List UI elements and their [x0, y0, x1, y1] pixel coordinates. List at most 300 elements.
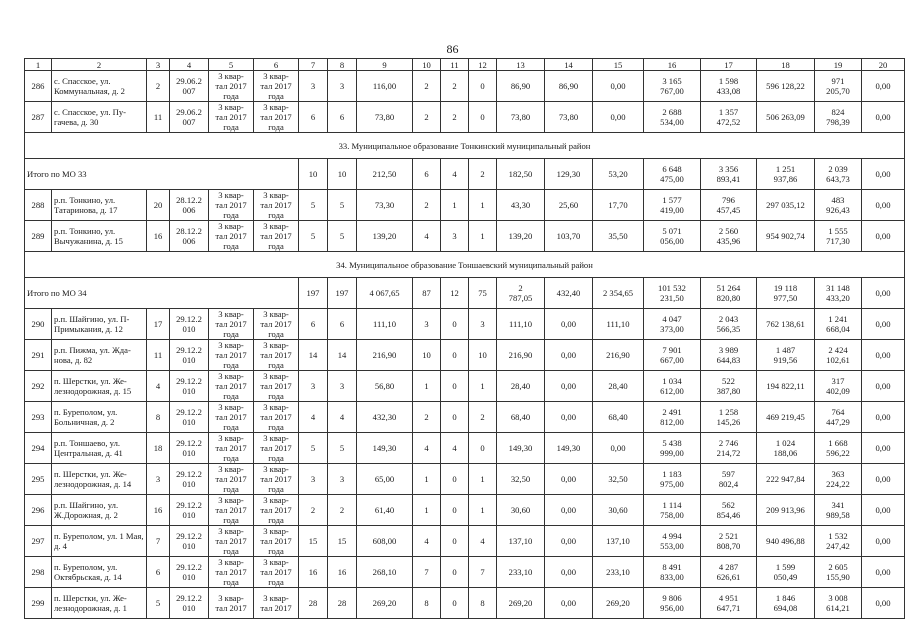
table-cell: 2 491 812,00 [644, 402, 701, 433]
table-cell: 28 [328, 588, 357, 619]
table-cell: 940 496,88 [757, 526, 815, 557]
table-cell: 7 [469, 557, 497, 588]
table-cell: 29.06.2 007 [170, 102, 209, 133]
table-cell: 2 560 435,96 [701, 221, 757, 252]
row-number-cell: 289 [25, 221, 52, 252]
table-cell: 1 251 937,86 [757, 159, 815, 190]
table-cell: 954 902,74 [757, 221, 815, 252]
table-cell: 10 [299, 159, 328, 190]
table-cell: 29.12.2 010 [170, 495, 209, 526]
table-cell: 3 165 767,00 [644, 71, 701, 102]
table-cell: 1 024 188,06 [757, 433, 815, 464]
table-cell: 0 [441, 340, 469, 371]
table-cell: 1 034 612,00 [644, 371, 701, 402]
column-number-cell: 4 [170, 59, 209, 71]
table-cell: 268,10 [357, 557, 413, 588]
table-row [25, 526, 905, 557]
table-cell: 0 [469, 71, 497, 102]
table-cell: 0,00 [862, 588, 905, 619]
column-number-cell: 2 [52, 59, 147, 71]
table-cell: 4 067,65 [357, 278, 413, 309]
table-cell: 3 квар- тал 2017 года [209, 495, 254, 526]
row-number-cell: 298 [25, 557, 52, 588]
table-row [25, 557, 905, 588]
table-cell: 824 798,39 [815, 102, 862, 133]
column-number-cell: 6 [254, 59, 299, 71]
table-cell: 1 [469, 221, 497, 252]
row-number-cell: 292 [25, 371, 52, 402]
table-cell: 20 [147, 190, 170, 221]
table-cell: 3 квар- тал 2017 года [209, 526, 254, 557]
row-number-cell: 294 [25, 433, 52, 464]
table-cell: 3 квар- тал 2017 года [254, 190, 299, 221]
table-cell: 28,40 [593, 371, 644, 402]
table-cell: 197 [328, 278, 357, 309]
table-cell: 0 [441, 526, 469, 557]
table-cell: 3 квар- тал 2017 года [209, 433, 254, 464]
subtotal-row [25, 278, 905, 309]
table-cell: 597 802,4 [701, 464, 757, 495]
table-cell: 596 128,22 [757, 71, 815, 102]
row-number-cell: 293 [25, 402, 52, 433]
table-cell: 3 квар- тал 2017 года [254, 557, 299, 588]
table-cell: 469 219,45 [757, 402, 815, 433]
table-cell: 506 263,09 [757, 102, 815, 133]
table-cell: 182,50 [497, 159, 545, 190]
table-cell: 1 [469, 190, 497, 221]
table-cell: 3 квар- тал 2017 года [254, 71, 299, 102]
table-cell: 0 [469, 102, 497, 133]
table-cell: 29.06.2 007 [170, 71, 209, 102]
table-cell: 137,10 [593, 526, 644, 557]
table-cell: 1 532 247,42 [815, 526, 862, 557]
table-cell: 5 [299, 433, 328, 464]
table-cell: 137,10 [497, 526, 545, 557]
table-cell: 4 [413, 221, 441, 252]
table-cell: 1 577 419,00 [644, 190, 701, 221]
table-cell: 16 [299, 557, 328, 588]
table-cell: 3 квар- тал 2017 года [254, 495, 299, 526]
table-cell: 6 648 475,00 [644, 159, 701, 190]
table-cell: 233,10 [593, 557, 644, 588]
table-cell: 216,90 [593, 340, 644, 371]
table-cell: 5 [328, 433, 357, 464]
table-cell: 116,00 [357, 71, 413, 102]
table-cell: 9 806 956,00 [644, 588, 701, 619]
table-cell: 0 [441, 557, 469, 588]
table-cell: 2 521 808,70 [701, 526, 757, 557]
table-cell: 4 951 647,71 [701, 588, 757, 619]
column-number-cell: 7 [299, 59, 328, 71]
table-cell: 0 [441, 371, 469, 402]
table-cell: 32,50 [593, 464, 644, 495]
table-cell: 2 [441, 102, 469, 133]
table-cell: 1 [413, 371, 441, 402]
table-cell: 222 947,84 [757, 464, 815, 495]
table-cell: 10 [413, 340, 441, 371]
table-row [25, 402, 905, 433]
table-cell: 1 114 758,00 [644, 495, 701, 526]
table-cell: 51 264 820,80 [701, 278, 757, 309]
address-cell: п. Шерстки, ул. Же- лезнодорожная, д. 15 [52, 371, 147, 402]
table-cell: 68,40 [593, 402, 644, 433]
address-cell: р.п. Шайгино, ул. Ж.Дорожная, д. 2 [52, 495, 147, 526]
table-cell: 15 [299, 526, 328, 557]
table-cell: 3 [413, 309, 441, 340]
table-cell: 0,00 [545, 402, 593, 433]
table-row [25, 495, 905, 526]
table-cell: 764 447,29 [815, 402, 862, 433]
table-cell: 0,00 [593, 71, 644, 102]
table-cell: 2 746 214,72 [701, 433, 757, 464]
table-cell: 483 926,43 [815, 190, 862, 221]
table-row [25, 309, 905, 340]
table-cell: 3 квар- тал 2017 [254, 588, 299, 619]
table-cell: 608,00 [357, 526, 413, 557]
table-cell: 2 [147, 71, 170, 102]
table-cell: 6 [328, 102, 357, 133]
table-cell: 297 035,12 [757, 190, 815, 221]
table-cell: 3 [299, 371, 328, 402]
table-row [25, 340, 905, 371]
table-cell: 3 квар- тал 2017 года [209, 464, 254, 495]
table-cell: 29.12.2 010 [170, 402, 209, 433]
table-cell: 216,90 [497, 340, 545, 371]
table-cell: 212,50 [357, 159, 413, 190]
table-cell: 5 [328, 190, 357, 221]
table-cell: 14 [328, 340, 357, 371]
table-cell: 2 [469, 402, 497, 433]
column-number-cell: 1 [25, 59, 52, 71]
table-cell: 0,00 [545, 340, 593, 371]
table-cell: 363 224,22 [815, 464, 862, 495]
table-cell: 3 квар- тал 2017 года [254, 526, 299, 557]
table-cell: 3 квар- тал 2017 года [254, 433, 299, 464]
table-cell: 29.12.2 010 [170, 371, 209, 402]
table-cell: 43,30 [497, 190, 545, 221]
table-cell: 3 квар- тал 2017 года [209, 102, 254, 133]
address-cell: р.п. Шайгино, ул. П- Примыкания, д. 12 [52, 309, 147, 340]
table-cell: 1 846 694,08 [757, 588, 815, 619]
table-cell: 432,30 [357, 402, 413, 433]
table-cell: 0 [441, 495, 469, 526]
table-cell: 73,30 [357, 190, 413, 221]
table-cell: 2 688 534,00 [644, 102, 701, 133]
table-cell: 0 [441, 464, 469, 495]
table-cell: 3 [328, 71, 357, 102]
row-number-cell: 296 [25, 495, 52, 526]
table-cell: 0,00 [545, 309, 593, 340]
table-cell: 3 квар- тал 2017 года [254, 464, 299, 495]
table-cell: 103,70 [545, 221, 593, 252]
subtotal-label: Итого по МО 34 [25, 278, 299, 309]
table-cell: 14 [299, 340, 328, 371]
table-cell: 3 [469, 309, 497, 340]
address-cell: р.п. Тонкино, ул. Вычужанина, д. 15 [52, 221, 147, 252]
address-cell: р.п. Пижма, ул. Жда- нова, д. 82 [52, 340, 147, 371]
table-row [25, 190, 905, 221]
table-cell: 8 [413, 588, 441, 619]
column-number-cell: 9 [357, 59, 413, 71]
table-cell: 796 457,45 [701, 190, 757, 221]
table-cell: 269,20 [593, 588, 644, 619]
subtotal-row [25, 159, 905, 190]
table-cell: 15 [328, 526, 357, 557]
row-number-cell: 297 [25, 526, 52, 557]
table-cell: 269,20 [497, 588, 545, 619]
table-cell: 3 квар- тал 2017 года [209, 71, 254, 102]
table-cell: 4 [147, 371, 170, 402]
table-cell: 0,00 [545, 464, 593, 495]
table-cell: 0,00 [862, 278, 905, 309]
table-cell: 4 [441, 159, 469, 190]
table-cell: 16 [147, 495, 170, 526]
table-row [25, 71, 905, 102]
table-cell: 101 532 231,50 [644, 278, 701, 309]
table-cell: 35,50 [593, 221, 644, 252]
table-cell: 3 квар- тал 2017 года [209, 371, 254, 402]
row-number-cell: 287 [25, 102, 52, 133]
table-cell: 3 квар- тал 2017 года [209, 190, 254, 221]
table-cell: 10 [328, 159, 357, 190]
table-cell: 29.12.2 010 [170, 526, 209, 557]
table-cell: 2 043 566,35 [701, 309, 757, 340]
table-cell: 16 [147, 221, 170, 252]
table-cell: 30,60 [593, 495, 644, 526]
table-cell: 1 [469, 464, 497, 495]
column-number-cell: 20 [862, 59, 905, 71]
table-cell: 2 039 643,73 [815, 159, 862, 190]
table-cell: 2 [413, 190, 441, 221]
column-number-cell: 15 [593, 59, 644, 71]
table-cell: 0,00 [862, 402, 905, 433]
table-cell: 2 354,65 [593, 278, 644, 309]
table-cell: 4 [441, 433, 469, 464]
table-cell: 2 [413, 402, 441, 433]
address-cell: п. Шерстки, ул. Же- лезнодорожная, д. 1 [52, 588, 147, 619]
column-number-cell: 17 [701, 59, 757, 71]
table-cell: 3 квар- тал 2017 года [209, 340, 254, 371]
table-row [25, 433, 905, 464]
table-row [25, 371, 905, 402]
table-cell: 3 квар- тал 2017 года [209, 557, 254, 588]
table-cell: 3 квар- тал 2017 года [209, 309, 254, 340]
table-row [25, 102, 905, 133]
table-cell: 1 487 919,56 [757, 340, 815, 371]
table-cell: 139,20 [357, 221, 413, 252]
table-cell: 0 [441, 588, 469, 619]
housing-program-table [24, 58, 905, 619]
table-cell: 29.12.2 010 [170, 340, 209, 371]
column-number-cell: 5 [209, 59, 254, 71]
table-cell: 3 [147, 464, 170, 495]
table-cell: 216,90 [357, 340, 413, 371]
table-cell: 3 квар- тал 2017 года [209, 402, 254, 433]
table-cell: 16 [328, 557, 357, 588]
table-cell: 53,20 [593, 159, 644, 190]
table-cell: 10 [469, 340, 497, 371]
table-cell: 86,90 [497, 71, 545, 102]
table-cell: 18 [147, 433, 170, 464]
address-cell: с. Спасское, ул. Пу- гачева, д. 30 [52, 102, 147, 133]
table-cell: 65,00 [357, 464, 413, 495]
table-cell: 1 [441, 190, 469, 221]
table-cell: 432,40 [545, 278, 593, 309]
table-cell: 0,00 [593, 433, 644, 464]
table-cell: 0,00 [862, 371, 905, 402]
table-cell: 0,00 [862, 190, 905, 221]
table-cell: 2 [441, 71, 469, 102]
table-cell: 971 205,70 [815, 71, 862, 102]
table-cell: 0 [469, 433, 497, 464]
table-cell: 4 [469, 526, 497, 557]
column-number-cell: 19 [815, 59, 862, 71]
table-cell: 233,10 [497, 557, 545, 588]
table-cell: 3 [328, 464, 357, 495]
table-cell: 139,20 [497, 221, 545, 252]
table-cell: 1 357 472,52 [701, 102, 757, 133]
table-row [25, 221, 905, 252]
column-number-cell: 14 [545, 59, 593, 71]
table-cell: 149,30 [357, 433, 413, 464]
page-number: 86 [446, 42, 459, 56]
table-cell: 149,30 [545, 433, 593, 464]
table-cell: 3 [328, 371, 357, 402]
table-cell: 0,00 [862, 495, 905, 526]
table-cell: 32,50 [497, 464, 545, 495]
table-cell: 19 118 977,50 [757, 278, 815, 309]
table-cell: 3 квар- тал 2017 года [254, 340, 299, 371]
table-cell: 2 605 155,90 [815, 557, 862, 588]
table-cell: 1 598 433,08 [701, 71, 757, 102]
table-cell: 0 [441, 402, 469, 433]
table-cell: 129,30 [545, 159, 593, 190]
table-cell: 562 854,46 [701, 495, 757, 526]
table-cell: 3 989 644,83 [701, 340, 757, 371]
row-number-cell: 288 [25, 190, 52, 221]
table-cell: 7 901 667,00 [644, 340, 701, 371]
table-cell: 1 555 717,30 [815, 221, 862, 252]
table-cell: 0,00 [545, 495, 593, 526]
table-cell: 3 008 614,21 [815, 588, 862, 619]
address-cell: п. Шерстки, ул. Же- лезнодорожная, д. 14 [52, 464, 147, 495]
table-cell: 1 [413, 464, 441, 495]
table-cell: 0,00 [545, 557, 593, 588]
address-cell: р.п. Тонкино, ул. Татаринова, д. 17 [52, 190, 147, 221]
table-cell: 1 [469, 495, 497, 526]
table-cell: 29.12.2 010 [170, 309, 209, 340]
column-number-cell: 8 [328, 59, 357, 71]
table-cell: 5 071 056,00 [644, 221, 701, 252]
table-cell: 0,00 [862, 557, 905, 588]
table-cell: 0,00 [862, 340, 905, 371]
table-cell: 3 [299, 71, 328, 102]
table-cell: 3 квар- тал 2017 года [254, 402, 299, 433]
table-cell: 3 квар- тал 2017 [209, 588, 254, 619]
table-cell: 29.12.2 010 [170, 588, 209, 619]
table-cell: 3 квар- тал 2017 года [209, 221, 254, 252]
table-cell: 0,00 [862, 221, 905, 252]
table-cell: 0,00 [545, 588, 593, 619]
section-heading-row [25, 133, 905, 159]
table-cell: 6 [299, 102, 328, 133]
table-cell: 28.12.2 006 [170, 190, 209, 221]
table-cell: 111,10 [593, 309, 644, 340]
table-cell: 1 599 050,49 [757, 557, 815, 588]
table-cell: 2 [299, 495, 328, 526]
table-cell: 341 989,58 [815, 495, 862, 526]
table-cell: 8 491 833,00 [644, 557, 701, 588]
table-cell: 6 [328, 309, 357, 340]
table-cell: 4 047 373,00 [644, 309, 701, 340]
table-cell: 4 [413, 526, 441, 557]
table-cell: 317 402,09 [815, 371, 862, 402]
table-cell: 8 [147, 402, 170, 433]
column-number-cell: 16 [644, 59, 701, 71]
table-cell: 28.12.2 006 [170, 221, 209, 252]
table-cell: 194 822,11 [757, 371, 815, 402]
table-cell: 0,00 [862, 102, 905, 133]
subtotal-label: Итого по МО 33 [25, 159, 299, 190]
table-cell: 87 [413, 278, 441, 309]
column-number-row [25, 59, 905, 71]
table-cell: 31 148 433,20 [815, 278, 862, 309]
address-cell: п. Буреполом, ул. 1 Мая, д. 4 [52, 526, 147, 557]
table-cell: 7 [147, 526, 170, 557]
table-cell: 0,00 [862, 464, 905, 495]
table-cell: 73,80 [357, 102, 413, 133]
address-cell: р.п. Тоншаево, ул. Центральная, д. 41 [52, 433, 147, 464]
table-cell: 73,80 [497, 102, 545, 133]
table-cell: 0,00 [545, 371, 593, 402]
table-cell: 1 [413, 495, 441, 526]
row-number-cell: 291 [25, 340, 52, 371]
row-number-cell: 290 [25, 309, 52, 340]
table-cell: 11 [147, 340, 170, 371]
table-cell: 29.12.2 010 [170, 557, 209, 588]
table-cell: 3 квар- тал 2017 года [254, 221, 299, 252]
table-cell: 522 387,80 [701, 371, 757, 402]
table-cell: 5 [328, 221, 357, 252]
table-cell: 0,00 [862, 433, 905, 464]
column-number-cell: 3 [147, 59, 170, 71]
table-cell: 6 [299, 309, 328, 340]
row-number-cell: 299 [25, 588, 52, 619]
table-cell: 5 [299, 190, 328, 221]
table-cell: 0,00 [862, 526, 905, 557]
table-cell: 5 438 999,00 [644, 433, 701, 464]
table-cell: 1 241 668,04 [815, 309, 862, 340]
table-cell: 73,80 [545, 102, 593, 133]
table-cell: 2 [469, 159, 497, 190]
table-cell: 56,80 [357, 371, 413, 402]
table-cell: 28,40 [497, 371, 545, 402]
table-cell: 149,30 [497, 433, 545, 464]
table-cell: 111,10 [357, 309, 413, 340]
table-cell: 29.12.2 010 [170, 433, 209, 464]
table-cell: 0,00 [862, 159, 905, 190]
table-cell: 75 [469, 278, 497, 309]
table-cell: 68,40 [497, 402, 545, 433]
table-cell: 2 [413, 71, 441, 102]
table-cell: 7 [413, 557, 441, 588]
column-number-cell: 13 [497, 59, 545, 71]
column-number-cell: 11 [441, 59, 469, 71]
table-cell: 1 183 975,00 [644, 464, 701, 495]
table-cell: 762 138,61 [757, 309, 815, 340]
table-cell: 3 квар- тал 2017 года [254, 371, 299, 402]
table-cell: 30,60 [497, 495, 545, 526]
